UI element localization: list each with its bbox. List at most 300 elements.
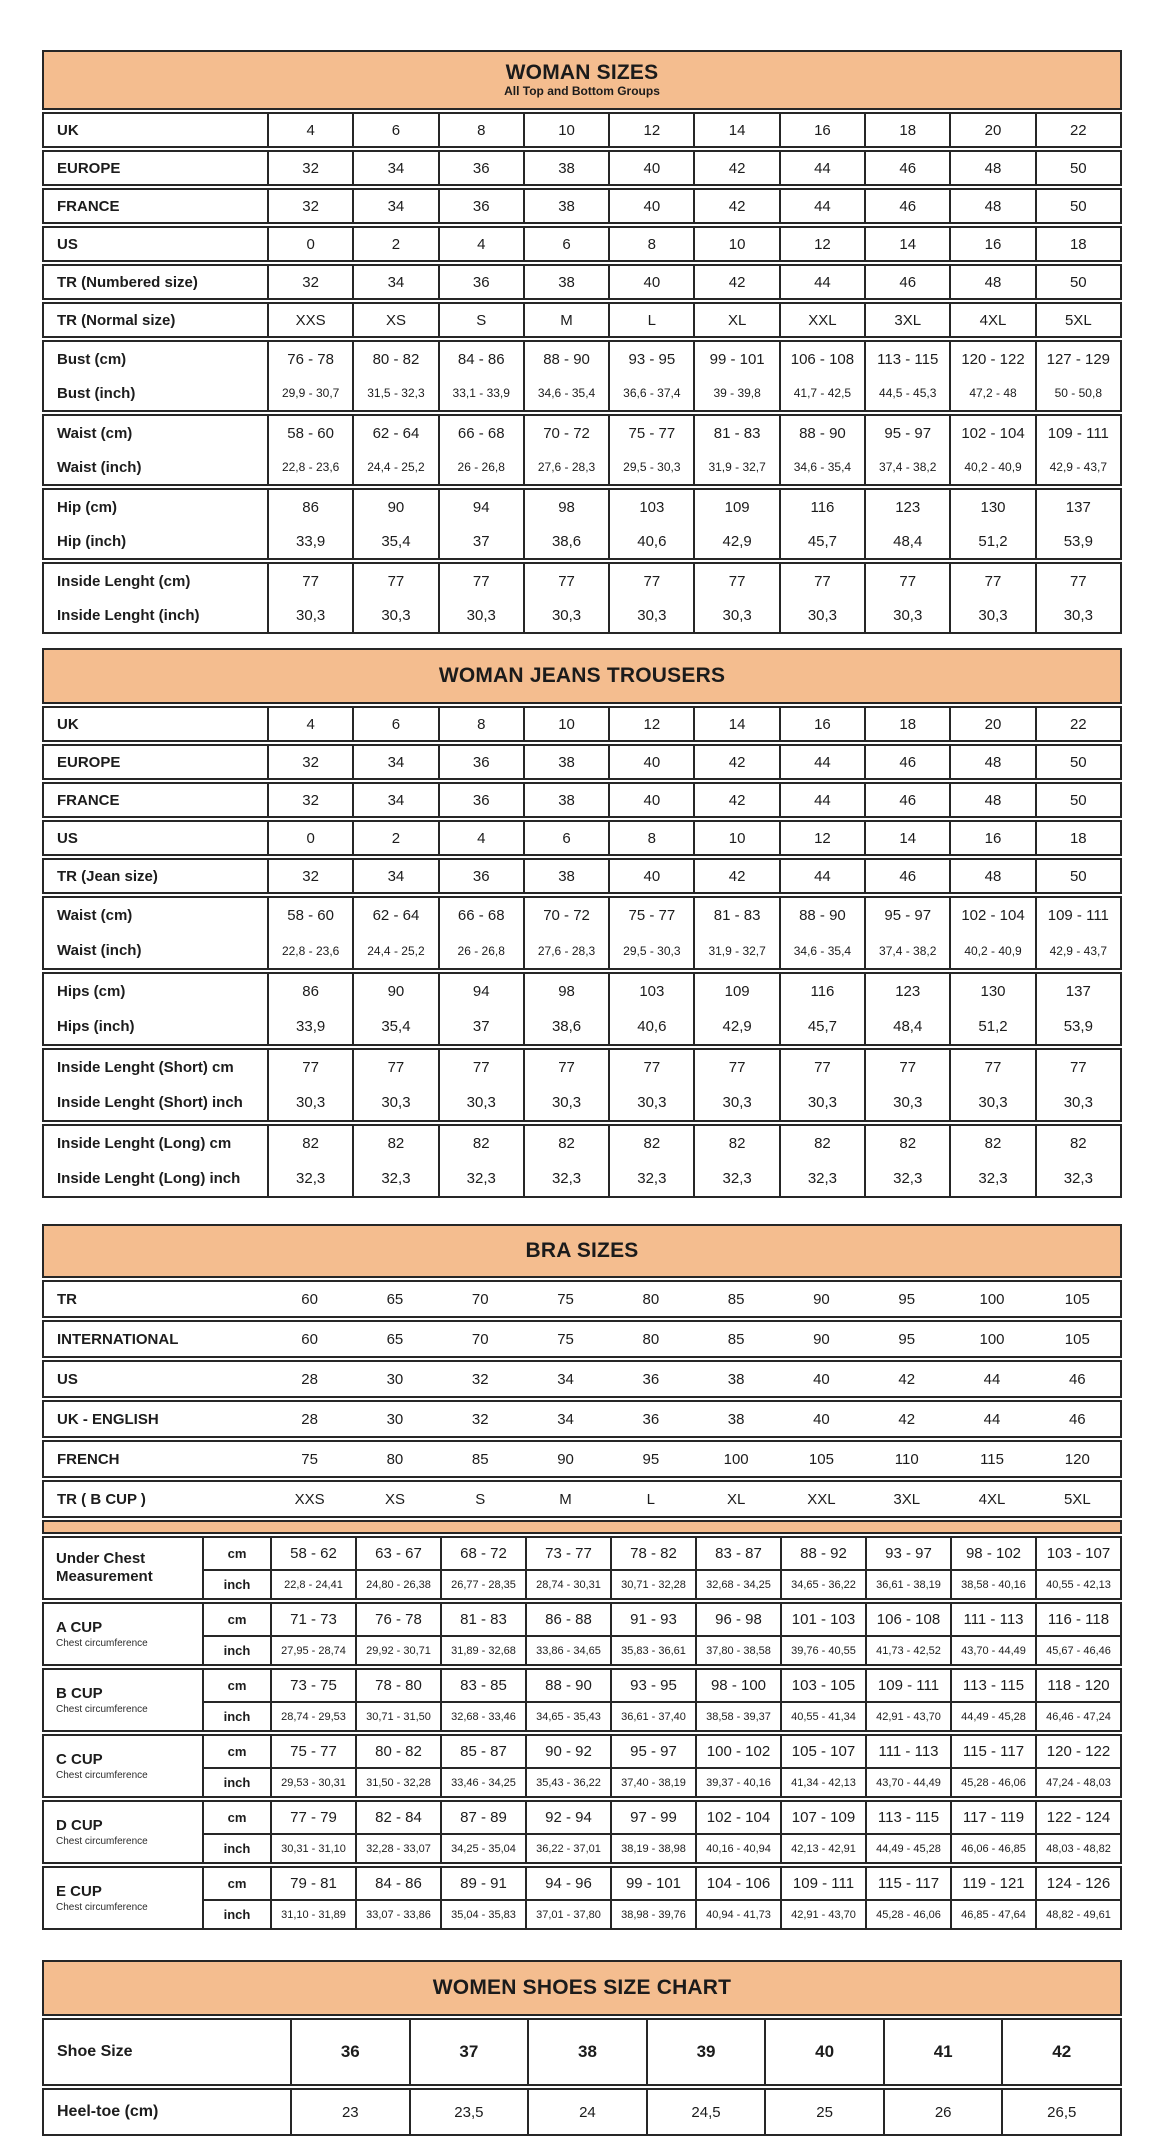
value-cell: 27,95 - 28,74: [270, 1637, 355, 1664]
value-cell: S: [475, 1490, 486, 1508]
row-values: [267, 228, 1120, 260]
value-cell: L: [608, 304, 693, 336]
value-cell: 109: [693, 974, 778, 1009]
value-cell: 36: [438, 784, 523, 816]
value-cell: 41,7 - 42,5: [779, 376, 864, 410]
value-cell: 46: [1068, 1370, 1086, 1388]
value-cell: 102 - 104: [949, 898, 1034, 933]
value-cell: 42: [898, 1370, 916, 1388]
value-cell: XXL: [807, 1490, 836, 1508]
value-cell: 65: [386, 1290, 404, 1308]
value-cell: 77: [779, 1050, 864, 1085]
value-cell: 50: [1035, 746, 1120, 778]
value-cell: 41: [883, 2020, 1002, 2084]
value-cell: 22,8 - 24,41: [270, 1571, 355, 1598]
value-cell: 46: [864, 860, 949, 892]
value-cell: 32: [267, 152, 352, 184]
value-cell: 30: [386, 1410, 404, 1428]
cup-label-cell: [44, 1670, 202, 1730]
value-cell: 31,5 - 32,3: [352, 376, 437, 410]
value-cell: 82: [352, 1126, 437, 1161]
value-cell: 40,55 - 41,34: [780, 1703, 865, 1730]
value-cell: 105: [1064, 1330, 1090, 1348]
orange-divider-strip: [42, 1520, 1122, 1534]
value-cell: 116: [779, 490, 864, 524]
bra-cup-rows: [42, 1536, 1122, 1930]
row-label: Hips (cm): [57, 983, 126, 1000]
value-cell: 4XL: [949, 304, 1034, 336]
table-row: [44, 974, 1120, 1009]
value-cell: 42,9 - 43,7: [1035, 933, 1120, 968]
value-cell: 30,3: [608, 598, 693, 632]
value-cell: 137: [1035, 974, 1120, 1009]
value-cell: 92 - 94: [525, 1802, 610, 1833]
cup-size-group: [42, 1800, 1122, 1864]
row-label: UK - ENGLISH: [57, 1410, 159, 1428]
cup-unit-rows: [202, 1868, 1120, 1928]
value-cell: 82: [779, 1126, 864, 1161]
value-cell: 65: [386, 1330, 404, 1348]
value-cell: 76 - 78: [355, 1604, 440, 1635]
value-cell: 34: [352, 266, 437, 298]
value-cell: 51,2: [949, 524, 1034, 558]
value-cell: 42: [693, 784, 778, 816]
value-cell: 105: [1064, 1290, 1090, 1308]
value-cell: 38: [527, 2020, 646, 2084]
value-cell: 31,50 - 32,28: [355, 1769, 440, 1796]
value-cell: 10: [693, 822, 778, 854]
value-cell: XS: [352, 304, 437, 336]
table-row-group: [42, 302, 1122, 338]
value-cell: 37: [438, 524, 523, 558]
row-values: [267, 1085, 1120, 1120]
bra-sizes-header: [42, 1224, 1122, 1278]
value-cell: 38: [523, 152, 608, 184]
row-values: [290, 2020, 1120, 2084]
table-row-group: [42, 226, 1122, 262]
value-cell: 95 - 97: [864, 898, 949, 933]
value-cell: 99 - 101: [693, 342, 778, 376]
value-cell: 77: [1035, 564, 1120, 598]
value-cell: 6: [352, 114, 437, 146]
value-cell: 33,9: [267, 1009, 352, 1044]
row-label: FRENCH: [57, 1450, 120, 1468]
value-cell: 30,71 - 32,28: [610, 1571, 695, 1598]
value-cell: 32,3: [693, 1161, 778, 1196]
value-cell: 32: [267, 190, 352, 222]
table-row: [44, 1161, 1120, 1196]
value-cell: 99 - 101: [610, 1868, 695, 1899]
value-cell: 83 - 85: [440, 1670, 525, 1701]
value-cell: 77: [949, 1050, 1034, 1085]
value-cell: 31,9 - 32,7: [693, 933, 778, 968]
row-label: Shoe Size: [57, 2043, 133, 2060]
row-values: [267, 1362, 1120, 1396]
value-cell: 25: [764, 2090, 883, 2134]
value-cell: 41,34 - 42,13: [780, 1769, 865, 1796]
value-cell: 36: [642, 1410, 660, 1428]
woman-sizes-header: [42, 50, 1122, 110]
value-cell: 26 - 26,8: [438, 933, 523, 968]
value-cell: 46: [864, 784, 949, 816]
value-cell: 29,92 - 30,71: [355, 1637, 440, 1664]
value-cell: 83 - 87: [695, 1538, 780, 1569]
cup-label-cell: [44, 1802, 202, 1862]
value-cell: S: [438, 304, 523, 336]
table-title: WOMAN SIZES: [505, 61, 659, 85]
cup-unit-row: [202, 1868, 1120, 1899]
value-cell: XL: [726, 1490, 746, 1508]
value-cell: 31,89 - 32,68: [440, 1637, 525, 1664]
value-cell: 5XL: [1035, 304, 1120, 336]
value-cell: 14: [693, 114, 778, 146]
value-cell: 34: [352, 860, 437, 892]
value-cell: 33,46 - 34,25: [440, 1769, 525, 1796]
value-cell: 5XL: [1063, 1490, 1091, 1508]
row-values: [270, 1703, 1120, 1730]
value-cell: 50: [1035, 266, 1120, 298]
value-cell: 22: [1035, 114, 1120, 146]
value-cell: 119 - 121: [950, 1868, 1035, 1899]
value-cell: 45,7: [779, 1009, 864, 1044]
value-cell: 6: [352, 708, 437, 740]
value-cell: 94: [438, 490, 523, 524]
value-cell: 77: [693, 564, 778, 598]
value-cell: 77: [693, 1050, 778, 1085]
value-cell: 30,3: [864, 1085, 949, 1120]
value-cell: 53,9: [1035, 524, 1120, 558]
woman-sizes-rows: [42, 112, 1122, 634]
value-cell: 39: [646, 2020, 765, 2084]
value-cell: 48: [949, 190, 1034, 222]
value-cell: 36,22 - 37,01: [525, 1835, 610, 1862]
value-cell: 34: [352, 746, 437, 778]
table-row-group: [42, 264, 1122, 300]
table-title: BRA SIZES: [525, 1238, 639, 1262]
value-cell: 8: [438, 708, 523, 740]
value-cell: 39,37 - 40,16: [695, 1769, 780, 1796]
row-label: UK: [57, 715, 79, 733]
table-row-group: [42, 1280, 1122, 1318]
value-cell: 12: [608, 708, 693, 740]
value-cell: 2: [352, 228, 437, 260]
value-cell: 50 - 50,8: [1035, 376, 1120, 410]
table-row-group: [42, 706, 1122, 742]
value-cell: 38,58 - 40,16: [950, 1571, 1035, 1598]
women-shoes-rows: [42, 2018, 1122, 2136]
value-cell: 113 - 115: [865, 1802, 950, 1833]
value-cell: 32: [267, 266, 352, 298]
value-cell: 109 - 111: [1035, 898, 1120, 933]
value-cell: 75: [557, 1290, 574, 1308]
table-row-group: [42, 1400, 1122, 1438]
value-cell: 4: [438, 822, 523, 854]
table-row-group: [42, 858, 1122, 894]
value-cell: 82: [1035, 1126, 1120, 1161]
table-row-group: [42, 1124, 1122, 1198]
value-cell: 31,10 - 31,89: [270, 1901, 355, 1928]
value-cell: 78 - 80: [355, 1670, 440, 1701]
value-cell: 123: [864, 974, 949, 1009]
value-cell: 8: [608, 228, 693, 260]
row-values: [267, 746, 1120, 778]
value-cell: 60: [301, 1330, 318, 1348]
value-cell: 33,9: [267, 524, 352, 558]
value-cell: 103: [608, 974, 693, 1009]
value-cell: 86 - 88: [525, 1604, 610, 1635]
value-cell: 38: [727, 1410, 745, 1428]
value-cell: 36: [438, 190, 523, 222]
value-cell: 116 - 118: [1035, 1604, 1120, 1635]
value-cell: 48: [949, 152, 1034, 184]
value-cell: 34: [557, 1370, 574, 1388]
cup-unit-row: [202, 1802, 1120, 1833]
row-values: [267, 114, 1120, 146]
value-cell: 37: [438, 1009, 523, 1044]
value-cell: 43,70 - 44,49: [865, 1769, 950, 1796]
value-cell: 40: [764, 2020, 883, 2084]
value-cell: 32,3: [949, 1161, 1034, 1196]
value-cell: 38: [523, 784, 608, 816]
value-cell: 45,28 - 46,06: [950, 1769, 1035, 1796]
table-row-group: [42, 1440, 1122, 1478]
value-cell: 30,3: [864, 598, 949, 632]
cup-unit-rows: [202, 1802, 1120, 1862]
value-cell: 34,25 - 35,04: [440, 1835, 525, 1862]
value-cell: 42,9: [693, 1009, 778, 1044]
cup-unit-row: [202, 1701, 1120, 1730]
value-cell: 109 - 111: [1035, 416, 1120, 450]
table-row: [44, 598, 1120, 632]
cup-sublabel: Chest circumference: [56, 1703, 148, 1715]
cup-label-cell: [44, 1604, 202, 1664]
value-cell: 88 - 90: [779, 898, 864, 933]
value-cell: 88 - 90: [523, 342, 608, 376]
value-cell: 130: [949, 490, 1034, 524]
value-cell: 82: [949, 1126, 1034, 1161]
value-cell: 38: [523, 860, 608, 892]
value-cell: 117 - 119: [950, 1802, 1035, 1833]
value-cell: 50: [1035, 860, 1120, 892]
row-values: [267, 860, 1120, 892]
value-cell: 28,74 - 29,53: [270, 1703, 355, 1730]
value-cell: 80: [386, 1450, 404, 1468]
value-cell: 32,3: [523, 1161, 608, 1196]
row-label: FRANCE: [57, 197, 120, 215]
value-cell: 50: [1035, 190, 1120, 222]
value-cell: 40,6: [608, 524, 693, 558]
value-cell: 26: [883, 2090, 1002, 2134]
table-row-group: [42, 896, 1122, 970]
row-values: [267, 304, 1120, 336]
value-cell: 32,68 - 34,25: [695, 1571, 780, 1598]
cup-unit-rows: [202, 1538, 1120, 1598]
value-cell: 8: [438, 114, 523, 146]
row-label: Inside Lenght (Short) inch: [57, 1094, 243, 1111]
unit-cell: cm: [202, 1604, 270, 1635]
value-cell: 103 - 107: [1035, 1538, 1120, 1569]
value-cell: 82: [438, 1126, 523, 1161]
table-row: [44, 524, 1120, 558]
value-cell: 40,2 - 40,9: [949, 933, 1034, 968]
value-cell: 116: [779, 974, 864, 1009]
value-cell: 113 - 115: [864, 342, 949, 376]
row-values: [270, 1538, 1120, 1569]
value-cell: 26 - 26,8: [438, 450, 523, 484]
value-cell: 77: [949, 564, 1034, 598]
row-label: TR (Normal size): [57, 311, 176, 329]
value-cell: 120 - 122: [949, 342, 1034, 376]
value-cell: 123: [864, 490, 949, 524]
row-label: Inside Lenght (cm): [57, 572, 191, 590]
row-values: [270, 1802, 1120, 1833]
table-row-group: [42, 2088, 1122, 2136]
value-cell: 27,6 - 28,3: [523, 933, 608, 968]
cup-size-group: [42, 1734, 1122, 1798]
value-cell: 46: [864, 190, 949, 222]
row-values: [267, 898, 1120, 933]
value-cell: 80 - 82: [352, 342, 437, 376]
value-cell: 70: [471, 1330, 489, 1348]
value-cell: 42: [693, 860, 778, 892]
value-cell: 4: [438, 228, 523, 260]
value-cell: 137: [1035, 490, 1120, 524]
value-cell: XXS: [267, 304, 352, 336]
value-cell: 30,3: [438, 1085, 523, 1120]
value-cell: 36: [438, 266, 523, 298]
value-cell: 38,58 - 39,37: [695, 1703, 780, 1730]
value-cell: 36: [642, 1370, 660, 1388]
value-cell: 40: [608, 266, 693, 298]
value-cell: M: [523, 304, 608, 336]
value-cell: 36: [290, 2020, 409, 2084]
row-values: [267, 822, 1120, 854]
row-label: Inside Lenght (Short) cm: [57, 1059, 234, 1076]
value-cell: 77: [608, 1050, 693, 1085]
value-cell: 88 - 90: [525, 1670, 610, 1701]
value-cell: 4: [267, 708, 352, 740]
value-cell: 38,6: [523, 524, 608, 558]
table-subtitle: All Top and Bottom Groups: [504, 84, 660, 99]
row-label: Bust (inch): [57, 384, 136, 402]
value-cell: 98: [523, 974, 608, 1009]
row-values: [267, 1050, 1120, 1085]
cup-label-cell: [44, 1736, 202, 1796]
bra-band-rows: [42, 1280, 1122, 1518]
value-cell: 23,5: [409, 2090, 528, 2134]
row-label: Waist (inch): [57, 942, 142, 959]
row-values: [267, 416, 1120, 450]
unit-cell: cm: [202, 1736, 270, 1767]
table-row: [44, 1009, 1120, 1044]
table-row: [44, 933, 1120, 968]
value-cell: 42,9: [693, 524, 778, 558]
value-cell: 70 - 72: [523, 898, 608, 933]
value-cell: 105 - 107: [780, 1736, 865, 1767]
value-cell: 70 - 72: [523, 416, 608, 450]
value-cell: 16: [779, 114, 864, 146]
value-cell: 109 - 111: [865, 1670, 950, 1701]
value-cell: 48: [949, 746, 1034, 778]
row-values: [267, 784, 1120, 816]
cup-unit-row: [202, 1767, 1120, 1796]
row-values: [267, 974, 1120, 1009]
cup-unit-row: [202, 1670, 1120, 1701]
value-cell: 34,6 - 35,4: [779, 450, 864, 484]
value-cell: 4XL: [978, 1490, 1006, 1508]
value-cell: 109 - 111: [780, 1868, 865, 1899]
value-cell: 76 - 78: [267, 342, 352, 376]
value-cell: 14: [864, 822, 949, 854]
row-values: [270, 1736, 1120, 1767]
value-cell: 36,61 - 38,19: [865, 1571, 950, 1598]
row-label: US: [57, 829, 78, 847]
value-cell: 40,6: [608, 1009, 693, 1044]
value-cell: 98: [523, 490, 608, 524]
value-cell: 32,3: [608, 1161, 693, 1196]
value-cell: 24: [527, 2090, 646, 2134]
value-cell: 42,9 - 43,7: [1035, 450, 1120, 484]
table-row-group: [42, 1480, 1122, 1518]
value-cell: 36: [438, 746, 523, 778]
value-cell: 18: [1035, 228, 1120, 260]
value-cell: 34: [557, 1410, 574, 1428]
table-title: WOMAN JEANS TROUSERS: [438, 663, 726, 687]
row-label: TR (Numbered size): [57, 273, 198, 291]
unit-cell: inch: [202, 1637, 270, 1664]
value-cell: 6: [523, 228, 608, 260]
value-cell: 111 - 113: [865, 1736, 950, 1767]
value-cell: 38: [727, 1370, 745, 1388]
value-cell: 101 - 103: [780, 1604, 865, 1635]
value-cell: 34: [352, 784, 437, 816]
value-cell: 90: [813, 1290, 830, 1308]
row-values: [270, 1604, 1120, 1635]
value-cell: 46,06 - 46,85: [950, 1835, 1035, 1862]
row-values: [290, 2090, 1120, 2134]
value-cell: 32,3: [779, 1161, 864, 1196]
value-cell: 32: [267, 860, 352, 892]
table-row: [44, 114, 1120, 146]
value-cell: 30,3: [438, 598, 523, 632]
value-cell: 97 - 99: [610, 1802, 695, 1833]
value-cell: 77: [608, 564, 693, 598]
value-cell: 96 - 98: [695, 1604, 780, 1635]
value-cell: 120 - 122: [1035, 1736, 1120, 1767]
value-cell: 102 - 104: [949, 416, 1034, 450]
value-cell: 37: [409, 2020, 528, 2084]
value-cell: 30,3: [352, 1085, 437, 1120]
row-label: Bust (cm): [57, 350, 127, 368]
value-cell: 36: [438, 152, 523, 184]
table-row: [44, 1482, 1120, 1516]
value-cell: 30,3: [949, 1085, 1034, 1120]
value-cell: 34,6 - 35,4: [523, 376, 608, 410]
row-values: [267, 1322, 1120, 1356]
table-row-group: [42, 782, 1122, 818]
row-values: [267, 342, 1120, 376]
table-row: [44, 860, 1120, 892]
value-cell: 88 - 90: [779, 416, 864, 450]
value-cell: 18: [864, 114, 949, 146]
value-cell: 40: [608, 784, 693, 816]
row-values: [267, 933, 1120, 968]
value-cell: 124 - 126: [1035, 1868, 1120, 1899]
unit-cell: inch: [202, 1769, 270, 1796]
row-values: [270, 1637, 1120, 1664]
value-cell: 77: [352, 1050, 437, 1085]
cup-label: C CUP: [56, 1750, 103, 1768]
